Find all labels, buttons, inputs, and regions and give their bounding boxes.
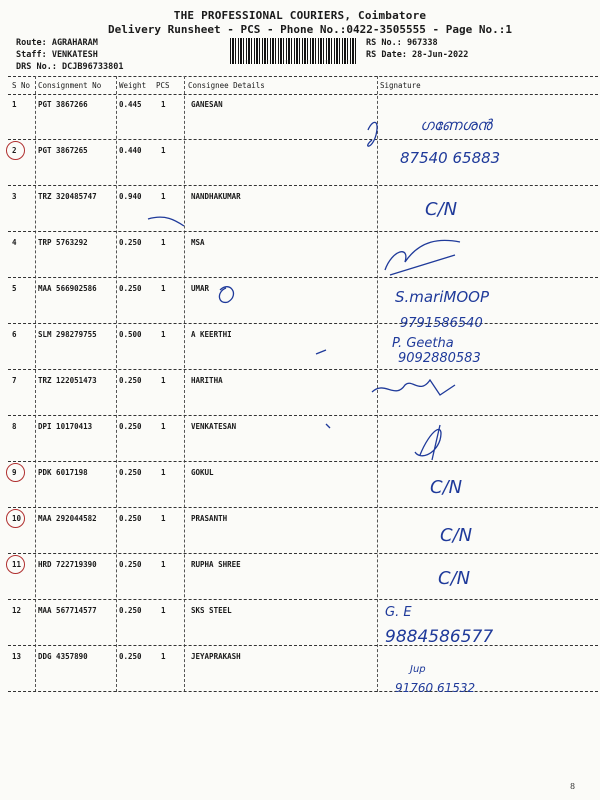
row-consignment-no: HRD 722719390 (38, 560, 97, 569)
handwritten-note: C/N (430, 477, 463, 498)
row-sno: 3 (12, 192, 17, 201)
row-consignment-no: MAA 292044582 (38, 514, 97, 523)
staff-label: Staff: VENKATESH (16, 50, 98, 60)
rs-number: RS No.: 967338 (366, 38, 438, 48)
row-weight: 0.445 (119, 100, 142, 109)
row-sno: 4 (12, 238, 17, 247)
col-sno: S No (12, 81, 31, 90)
handwritten-note: 91760 61532 (395, 681, 476, 695)
row-weight: 0.250 (119, 376, 142, 385)
row-consignment-no: PDK 6017198 (38, 468, 88, 477)
row-sno: 12 (12, 606, 22, 615)
row-consignee: A KEERTHI (191, 330, 232, 339)
row-consignment-no: PGT 3867266 (38, 100, 88, 109)
row-sno: 10 (12, 514, 22, 523)
row-consignment-no: MAA 567714577 (38, 606, 97, 615)
company-title: THE PROFESSIONAL COURIERS, Coimbatore (173, 9, 427, 22)
rs-date: RS Date: 28-Jun-2022 (366, 50, 469, 60)
row-consignment-no: SLM 298279755 (38, 330, 97, 339)
col-consignee: Consignee Details (188, 81, 265, 90)
row-pcs: 1 (161, 376, 166, 385)
row-consignment-no: DDG 4357890 (38, 652, 88, 661)
signature-scribble (372, 380, 455, 395)
row-sno: 5 (12, 284, 17, 293)
row-pcs: 1 (161, 422, 166, 431)
handwritten-note: C/N (440, 525, 473, 546)
runsheet-subtitle: Delivery Runsheet - PCS - Phone No.:0422-3505555 - Page No.:1 (108, 23, 512, 36)
row-consignee: RUPHA SHREE (191, 560, 241, 569)
row-consignee: JEYAPRAKASH (191, 652, 241, 661)
row-pcs: 1 (161, 652, 166, 661)
col-consignment: Consignment No (38, 81, 102, 90)
row-sno: 13 (12, 652, 22, 661)
row-pcs: 1 (161, 146, 166, 155)
route-label: Route: AGRAHARAM (16, 38, 98, 48)
row-weight: 0.250 (119, 514, 142, 523)
row-sno: 11 (12, 560, 22, 569)
row-consignment-no: MAA 566902586 (38, 284, 97, 293)
handwritten-note: P. Geetha (392, 336, 454, 351)
stray-mark (316, 350, 326, 354)
row-consignment-no: DPI 10170413 (38, 422, 93, 431)
row-weight: 0.250 (119, 560, 142, 569)
handwritten-note: C/N (425, 199, 458, 220)
row-pcs: 1 (161, 100, 166, 109)
signature-scribble (385, 240, 460, 275)
row-pcs: 1 (161, 238, 166, 247)
handwritten-note: 9092880583 (398, 351, 481, 366)
stray-mark (148, 217, 184, 226)
row-sno: 1 (12, 100, 17, 109)
row-consignee: VENKATESAN (191, 422, 237, 431)
handwritten-note: ഗണേശൻ (420, 116, 492, 134)
row-consignment-no: PGT 3867265 (38, 146, 88, 155)
handwritten-note: S.mariMOOP (395, 288, 490, 306)
row-weight: 0.440 (119, 146, 142, 155)
handwritten-note: C/N (438, 568, 471, 589)
row-pcs: 1 (161, 560, 166, 569)
row-pcs: 1 (161, 284, 166, 293)
row-pcs: 1 (161, 192, 166, 201)
row-sno: 6 (12, 330, 17, 339)
row-consignee: GANESAN (191, 100, 223, 109)
row-pcs: 1 (161, 606, 166, 615)
row-weight: 0.250 (119, 238, 142, 247)
drs-number: DRS No.: DCJB96733801 (16, 62, 124, 72)
row-sno: 2 (12, 146, 17, 155)
col-signature: Signature (380, 81, 421, 90)
row-weight: 0.940 (119, 192, 142, 201)
stray-mark (326, 424, 330, 428)
row-sno: 8 (12, 422, 17, 431)
row-weight: 0.250 (119, 652, 142, 661)
signature-scribble (219, 287, 233, 303)
handwritten-note: 9791586540 (400, 316, 483, 331)
row-weight: 0.250 (119, 468, 142, 477)
row-consignment-no: TRP 5763292 (38, 238, 88, 247)
signature-scribble (415, 425, 441, 460)
row-weight: 0.250 (119, 606, 142, 615)
row-sno: 9 (12, 468, 17, 477)
col-weight: Weight (119, 81, 147, 90)
row-consignee: PRASANTH (191, 514, 228, 523)
row-sno: 7 (12, 376, 17, 385)
row-pcs: 1 (161, 514, 166, 523)
row-weight: 0.250 (119, 422, 142, 431)
page-mark: 8 (570, 782, 576, 791)
row-consignee: UMAR (191, 284, 210, 293)
row-consignee: GOKUL (191, 468, 214, 477)
row-consignee: NANDHAKUMAR (191, 192, 241, 201)
handwritten-note: Jup (410, 664, 426, 675)
row-weight: 0.250 (119, 284, 142, 293)
row-pcs: 1 (161, 468, 166, 477)
row-consignee: HARITHA (191, 376, 223, 385)
handwritten-note: 9884586577 (385, 627, 494, 647)
row-consignment-no: TRZ 320485747 (38, 192, 97, 201)
col-pcs: PCS (156, 81, 170, 90)
row-weight: 0.500 (119, 330, 142, 339)
row-consignee: SKS STEEL (191, 606, 232, 615)
row-consignee: MSA (191, 238, 205, 247)
row-pcs: 1 (161, 330, 166, 339)
row-consignment-no: TRZ 122051473 (38, 376, 97, 385)
handwritten-note: 87540 65883 (400, 149, 501, 167)
handwritten-note: G. E (385, 605, 412, 620)
signature-scribble (368, 122, 377, 146)
